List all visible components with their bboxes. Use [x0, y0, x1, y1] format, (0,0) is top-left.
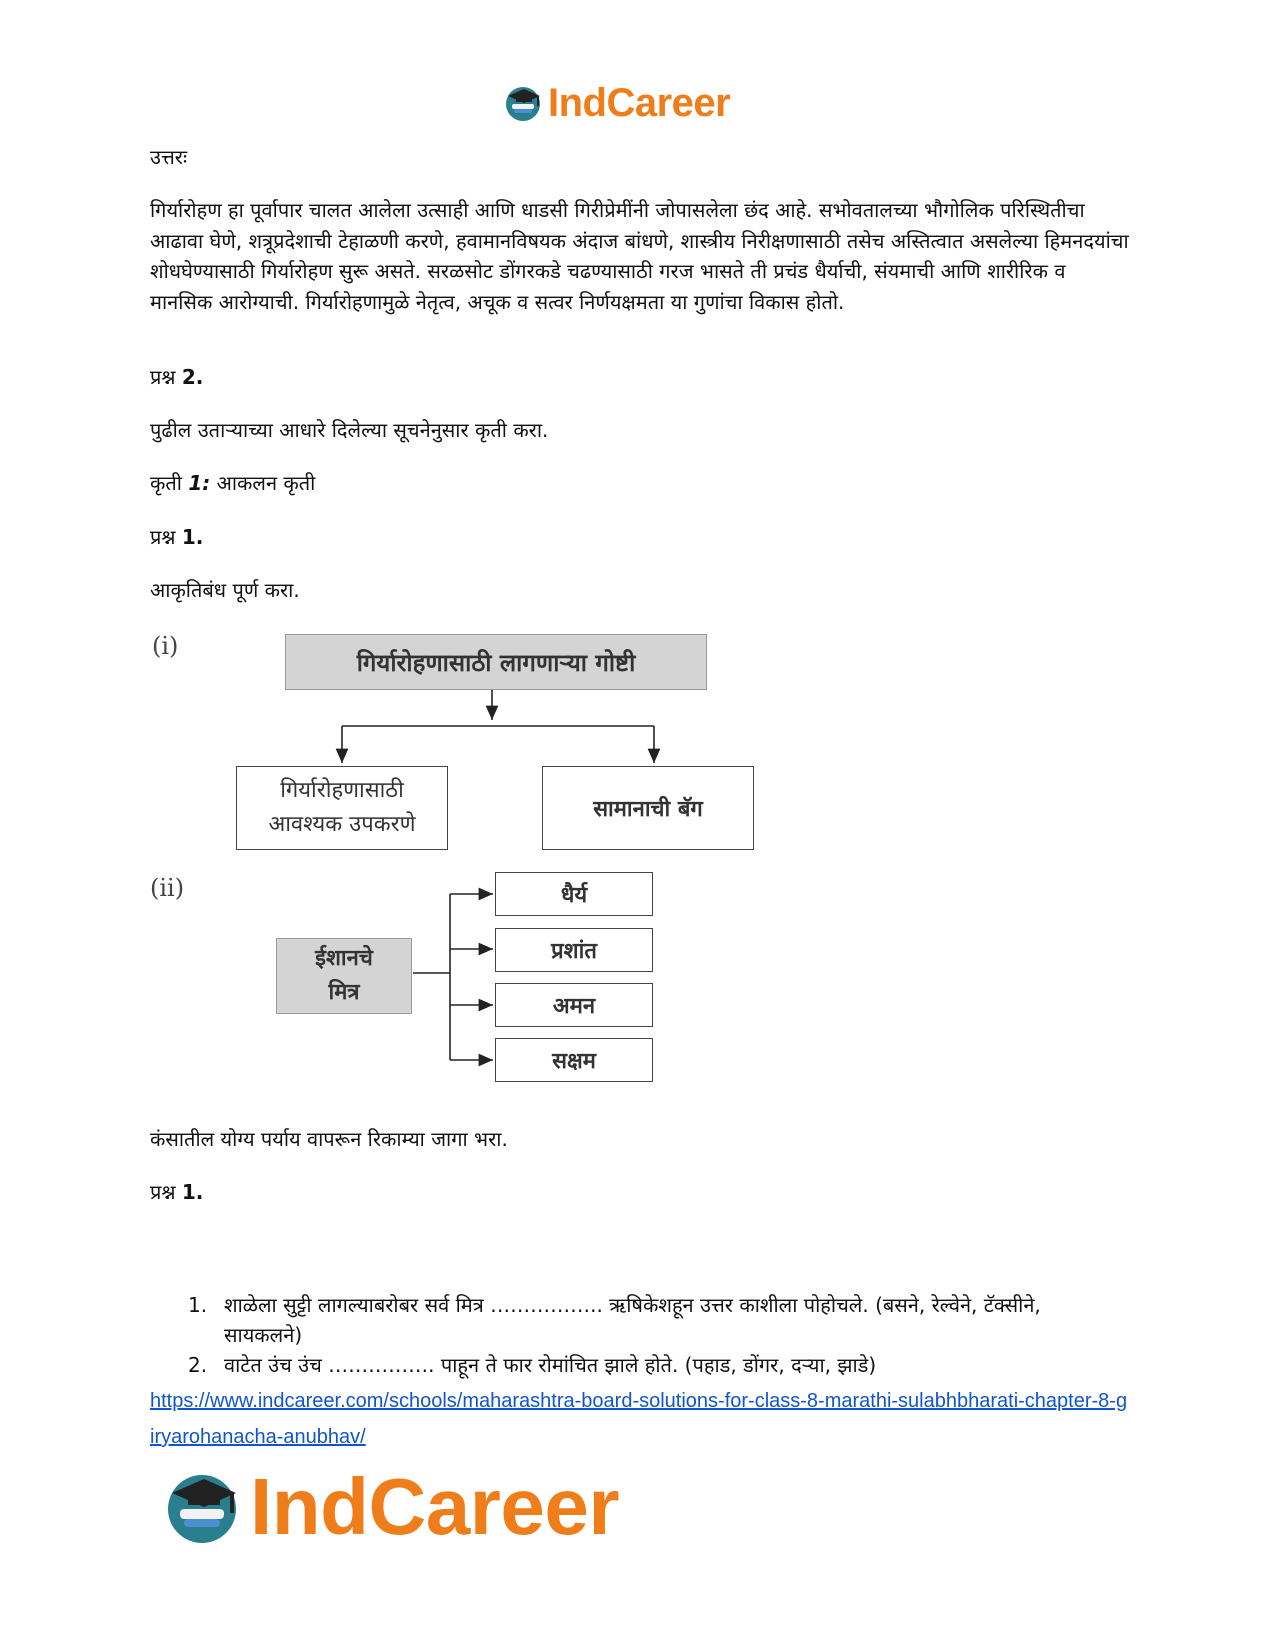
question-1-instruction: आकृतिबंध पूर्ण करा. — [150, 578, 300, 602]
fill-blanks-instruction: कंसातील योग्य पर्याय वापरून रिकाम्या जागा भरा. — [150, 1127, 508, 1151]
list-item: 1. शाळेला सुट्टी लागल्याबरोबर सर्व मित्र …………….. ऋषिकेशहून उत्तर काशीला पोहोचले. (बसने, रेल्वेने, टॅक्सीने, सायकलने) — [188, 1293, 1041, 1347]
diagram-2-root: ईशानचे मित्र — [276, 938, 412, 1014]
list-item: 2. वाटेत उंच उंच ……………. पाहून ते फार रोमांचित झाले होते. (पहाड, डोंगर, दऱ्या, झाडे) — [188, 1353, 877, 1377]
diagram-1-root: गिर्यारोहणासाठी लागणाऱ्या गोष्टी — [285, 634, 707, 690]
diagram-area — [150, 632, 800, 1138]
diagram-connectors — [150, 648, 800, 1138]
brand-name: IndCareer — [548, 80, 731, 125]
footer-logo — [160, 1462, 619, 1552]
diagram-2-item: अमन — [495, 983, 653, 1027]
question-1-label: प्रश्न 1. — [150, 525, 204, 549]
fill-blanks-list — [188, 1290, 1088, 1380]
question-2-label: प्रश्न 2. — [150, 365, 204, 389]
diagram-1-left: गिर्यारोहणासाठी आवश्यक उपकरणे — [236, 766, 448, 850]
diagram-2-label: (ii) — [150, 874, 185, 902]
diagram-2-item: प्रशांत — [495, 928, 653, 972]
fill-blanks-question-label: प्रश्न 1. — [150, 1180, 204, 1204]
graduation-cap-icon — [160, 1465, 244, 1549]
diagram-2-item: धैर्य — [495, 872, 653, 916]
diagram-1-right: सामानाची बॅग — [542, 766, 754, 850]
brand-name: IndCareer — [250, 1462, 619, 1551]
source-link[interactable]: https://www.indcareer.com/schools/maharashtra-board-solutions-for-class-8-marathi-sulabhbharati-chapter-8-giryarohanacha-anubhav/ — [150, 1390, 1128, 1448]
answer-label: उत्तरः — [150, 145, 187, 169]
header-logo — [502, 78, 730, 128]
diagram-1-label: (i) — [152, 632, 179, 660]
graduation-cap-icon — [502, 82, 544, 124]
diagram-2-item: सक्षम — [495, 1038, 653, 1082]
answer-paragraph: गिर्यारोहण हा पूर्वापार चालत आलेला उत्साही आणि धाडसी गिरीप्रेमींनी जोपासलेला छंद आहे. सभोवतालच्या भौगोलिक परिस्थितीचा आढावा घेणे, शत्रूप्रदेशाची टेहाळणी करणे, हवामानविषयक अंदाज बांधणे, शास्त्रीय निरीक्षणासाठी तसेच अस्तित्वात असलेल्या हिमनदयांचा शोधघेण्यासाठी गिर्यारोहण सुरू असते. सरळसोट डोंगरकडे चढण्यासाठी गरज भासते ती प्रचंड धैर्याची, संयमाची आणि शारीरिक व मानसिक आरोग्याची. गिर्यारोहणामुळे नेतृत्व, अचूक व सत्वर निर्णयक्षमता या गुणांचा विकास होतो. — [150, 198, 1129, 314]
question-2-instruction: पुढील उताऱ्याच्या आधारे दिलेल्या सूचनेनुसार कृती करा. — [150, 418, 549, 442]
activity-title: कृती 1: आकलन कृती — [150, 471, 316, 495]
